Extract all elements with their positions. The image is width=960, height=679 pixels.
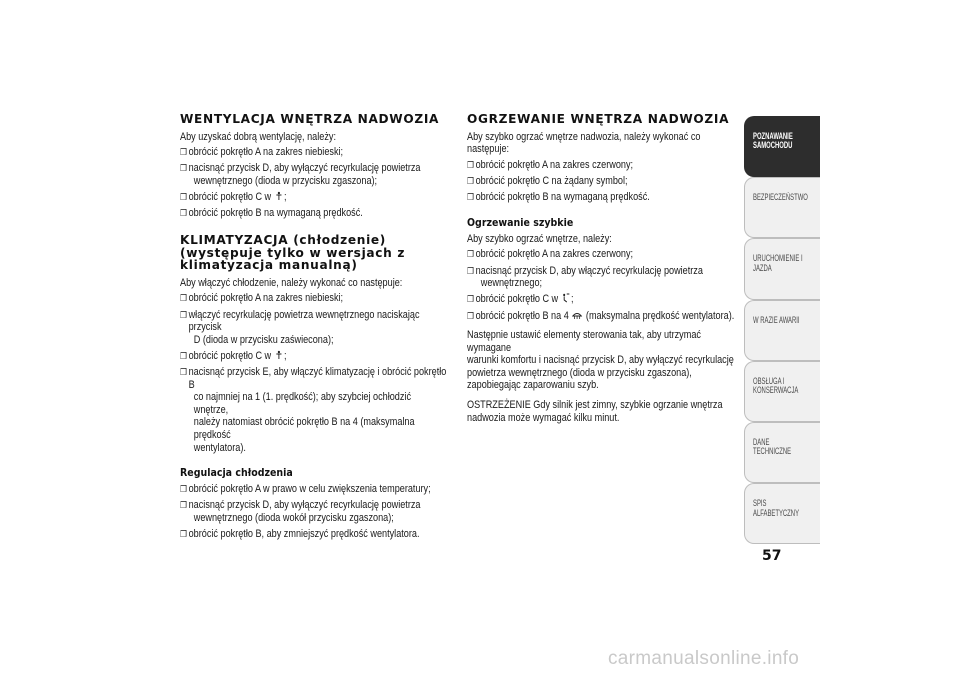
tab-w-razie-awarii[interactable]: W RAZIE AWARII [744,300,820,361]
subsection-title-fast-heating: Ogrzewanie szybkie [467,215,574,229]
list-item: ❒ obrócić pokrętło C na żądany symbol; [467,174,628,187]
list-item: ❒ obrócić pokrętło B na wymaganą prędkość. [180,207,363,220]
checkbox-bullet-icon: ❒ [180,293,187,304]
list-item: ❒ obrócić pokrętło A na zakres czerwony; [467,248,634,261]
paragraph-comfort: Następnie ustawić elementy sterowania tak, aby utrzymać wymagane warunki komfortu i nacisnąć przycisk D, aby wyłączyć recyrkulację powietrza wewnętrznego (dioda w przycisku zgaszona), zapobiegając zaparowaniu szyb. [467,329,734,392]
list-item: ❒ obrócić pokrętło B na wymaganą prędkość. [467,191,650,204]
checkbox-bullet-icon: ❒ [180,163,187,174]
list-item: ❒ obrócić pokrętło C w ; [180,191,287,204]
checkbox-bullet-icon: ❒ [467,310,474,321]
left-column [180,113,447,544]
fast-heating-intro: Aby szybko ogrzać wnętrze, należy: [467,232,612,245]
checkbox-bullet-icon: ❒ [467,294,474,305]
checkbox-bullet-icon: ❒ [180,147,187,158]
list-item: ❒ obrócić pokrętło C w ; [180,349,287,362]
checkbox-bullet-icon: ❒ [180,350,187,361]
air-conditioning-intro: Aby włączyć chłodzenie, należy wykonać co następuje: [180,276,403,289]
checkbox-bullet-icon: ❒ [467,192,474,203]
list-item: ❒ obrócić pokrętło A na zakres niebieski; [180,146,344,159]
ventilation-intro: Aby uzyskać dobrą wentylację, należy: [180,130,336,143]
list-item: ❒ nacisnąć przycisk D, aby wyłączyć recyrkulację powietrza wewnętrznego (dioda w przycisku zgaszona); [180,162,421,187]
defrost-icon [572,310,582,320]
section-title-ventilation: WENTYLACJA WNĘTRZA NADWOZIA [180,111,440,126]
page-number: 57 [762,548,782,564]
tab-spis-alfabetyczny[interactable]: SPIS ALFABETYCZNY [744,483,820,544]
checkbox-bullet-icon: ❒ [180,529,187,540]
fast-heating-list [467,248,740,322]
checkbox-bullet-icon: ❒ [467,265,474,276]
list-item: ❒ obrócić pokrętło A w prawo w celu zwiększenia temperatury; [180,483,431,496]
tab-dane-techniczne[interactable]: DANE TECHNICZNE [744,422,820,483]
airflow-feet-windshield-icon [562,293,571,303]
subsection-title-cooling-adjustment: Regulacja chłodzenia [180,466,293,480]
air-conditioning-list [180,292,447,454]
chapter-tabs [744,116,820,544]
heating-intro: Aby szybko ogrzać wnętrze nadwozia, należy wykonać co następuje: [467,130,701,156]
airflow-face-icon [275,191,284,201]
checkbox-bullet-icon: ❒ [467,249,474,260]
checkbox-bullet-icon: ❒ [467,159,474,170]
list-item: ❒ nacisnąć przycisk E, aby włączyć klimatyzację i obrócić pokrętło B co najmniej na 1 (1. prędkość); aby szybciej ochłodzić wnętrze, należy natomiast obrócić pokrętło B na 4 (maksymalna prędkość wentylatora). [180,366,447,454]
list-item: ❒ obrócić pokrętło B na 4 (maksymalna prędkość wentylatora). [467,309,735,322]
tab-uruchomienie-i-jazda[interactable]: URUCHOMIENIE I JAZDA [744,238,820,299]
tab-obsluga-i-konserwacja[interactable]: OBSŁUGA I KONSERWACJA [744,361,820,422]
heating-list [467,159,740,204]
cooling-adjustment-list [180,483,447,541]
airflow-face-icon [275,350,284,360]
list-item: ❒ obrócić pokrętło A na zakres niebieski; [180,292,344,305]
checkbox-bullet-icon: ❒ [180,484,187,495]
list-item: ❒ nacisnąć przycisk D, aby wyłączyć recyrkulację powietrza wewnętrznego (dioda wokół przycisku zgaszona); [180,499,421,524]
section-title-heating: OGRZEWANIE WNĘTRZA NADWOZIA [467,111,730,126]
tab-poznawanie-samochodu[interactable]: POZNAWANIE SAMOCHODU [744,116,820,177]
list-item: ❒ włączyć recyrkulację powietrza wewnętrznego naciskając przycisk D (dioda w przycisku zaświecona); [180,308,420,346]
checkbox-bullet-icon: ❒ [180,208,187,219]
checkbox-bullet-icon: ❒ [467,175,474,186]
right-column [467,113,740,427]
list-item: ❒ obrócić pokrętło B, aby zmniejszyć prędkość wentylatora. [180,528,420,541]
checkbox-bullet-icon: ❒ [180,500,187,511]
list-item: ❒ obrócić pokrętło C w ; [467,293,574,306]
checkbox-bullet-icon: ❒ [180,192,187,203]
watermark-text: carmanualsonline.info [608,648,800,669]
list-item: ❒ obrócić pokrętło A na zakres czerwony; [467,158,634,171]
section-title-air-conditioning: KLIMATYZACJA (chłodzenie) (występuje tylko w wersjach z klimatyzacja manualną) [180,231,406,273]
paragraph-warning: OSTRZEŻENIE Gdy silnik jest zimny, szybkie ogrzanie wnętrza nadwozia może wymagać kilku minut. [467,399,723,424]
checkbox-bullet-icon: ❒ [180,367,187,378]
ventilation-list [180,146,447,220]
list-item: ❒ nacisnąć przycisk D, aby włączyć recyrkulację powietrza wewnętrznego; [467,264,703,290]
checkbox-bullet-icon: ❒ [180,309,187,320]
tab-bezpieczenstwo[interactable]: BEZPIECZEŃSTWO [744,177,820,238]
